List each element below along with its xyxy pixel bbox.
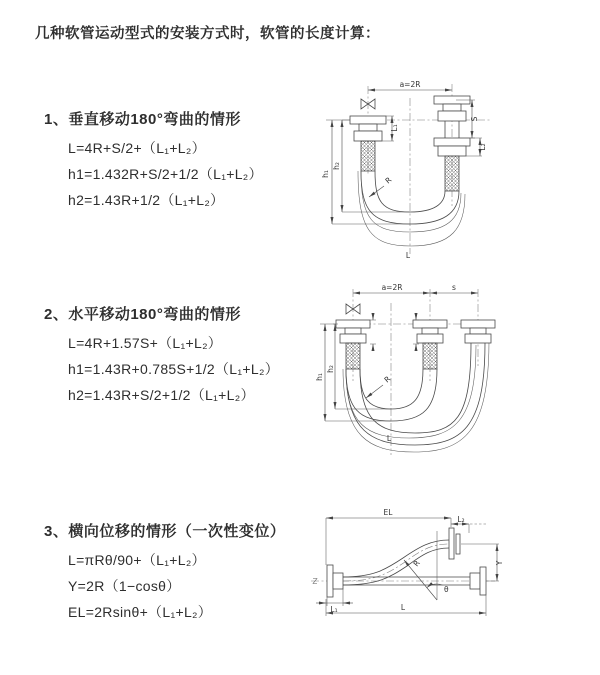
braided-hose-section	[423, 343, 437, 369]
right-flange-fitting	[434, 96, 470, 191]
radius-label: R	[411, 558, 422, 569]
section-2	[44, 303, 279, 408]
right-flange-fitting	[461, 320, 495, 343]
radius-leader	[369, 175, 393, 197]
angle-label: θ	[444, 585, 449, 594]
middle-flange-fitting	[413, 320, 447, 369]
page-title: 几种软管运动型式的安装方式时，软管的长度计算：	[35, 26, 380, 42]
flange-length-dims	[370, 313, 419, 351]
dim-label-l2: L₂	[478, 143, 487, 151]
angle-construction	[404, 531, 449, 600]
left-flange-fitting	[350, 116, 386, 171]
dimension-a2r	[368, 80, 452, 90]
section-3	[44, 520, 285, 625]
diagram-vertical-180-bend	[312, 76, 592, 261]
formula-line: L=4R+S/2+（L₁+L₂）	[68, 140, 206, 156]
left-flange-fitting	[327, 565, 343, 597]
formula-line: h2=1.43R+1/2（L₁+L₂）	[68, 192, 225, 208]
radius-leader	[366, 374, 392, 398]
dim-label-a2r: a=2R	[399, 80, 421, 89]
length-label: L	[405, 251, 411, 260]
formula-line: Y=2R（1−cosθ）	[68, 578, 181, 594]
diagram-lateral-displacement	[303, 503, 598, 648]
dim-label-l1: L₁	[390, 124, 399, 132]
dim-label-l2: L₂	[457, 515, 465, 524]
dim-label-el: EL	[383, 508, 393, 517]
formula-line: EL=2Rsinθ+（L₁+L₂）	[68, 604, 213, 620]
dim-label-y: Y	[495, 560, 504, 566]
left-flange-fitting	[336, 320, 370, 369]
dim-label-h2: h₂	[332, 162, 341, 170]
formula-line: L=πRθ/90+（L₁+L₂）	[68, 552, 206, 568]
formula-line: h2=1.43R+S/2+1/2（L₁+L₂）	[68, 387, 255, 403]
length-label: L	[386, 434, 392, 443]
length-label: L	[400, 603, 406, 612]
diagram-horizontal-180-bend	[313, 281, 588, 461]
section-3-heading: 3、横向位移的情形（一次性变位）	[44, 523, 286, 540]
dim-label-a2r: a=2R	[381, 283, 403, 292]
braided-hose-section	[346, 343, 360, 369]
bottom-right-flange-fitting	[470, 567, 486, 595]
dimension-l1	[316, 589, 353, 614]
dim-label-s: S	[470, 116, 479, 122]
dimension-l	[326, 595, 486, 616]
braided-hose-section	[361, 141, 375, 171]
dim-label-l1: L₁	[330, 605, 338, 614]
curved-hose-position	[343, 540, 449, 585]
formula-line: h1=1.43R+0.785S+1/2（L₁+L₂）	[68, 361, 279, 377]
section-1	[44, 108, 263, 213]
hose-u-bend-positions	[343, 341, 489, 452]
dim-label-h2: h₂	[326, 365, 335, 373]
formula-line: L=4R+1.57S+（L₁+L₂）	[68, 335, 223, 351]
dim-label-s: s	[452, 283, 456, 292]
radius-label: R	[382, 374, 393, 385]
formula-line: h1=1.432R+S/2+1/2（L₁+L₂）	[68, 166, 263, 182]
dimension-el	[326, 508, 451, 565]
radius-label: R	[383, 175, 394, 186]
dimension-l2	[451, 515, 488, 533]
braided-hose-section	[445, 156, 459, 191]
dim-label-h1: h₁	[315, 373, 324, 381]
dim-label-h1: h₁	[321, 170, 330, 178]
section-2-heading: 2、水平移动180°弯曲的情形	[44, 306, 241, 323]
top-right-flange-fitting	[449, 528, 460, 559]
dimension-a2r	[353, 283, 430, 293]
dimension-s	[430, 283, 478, 293]
section-1-heading: 1、垂直移动180°弯曲的情形	[44, 111, 241, 128]
